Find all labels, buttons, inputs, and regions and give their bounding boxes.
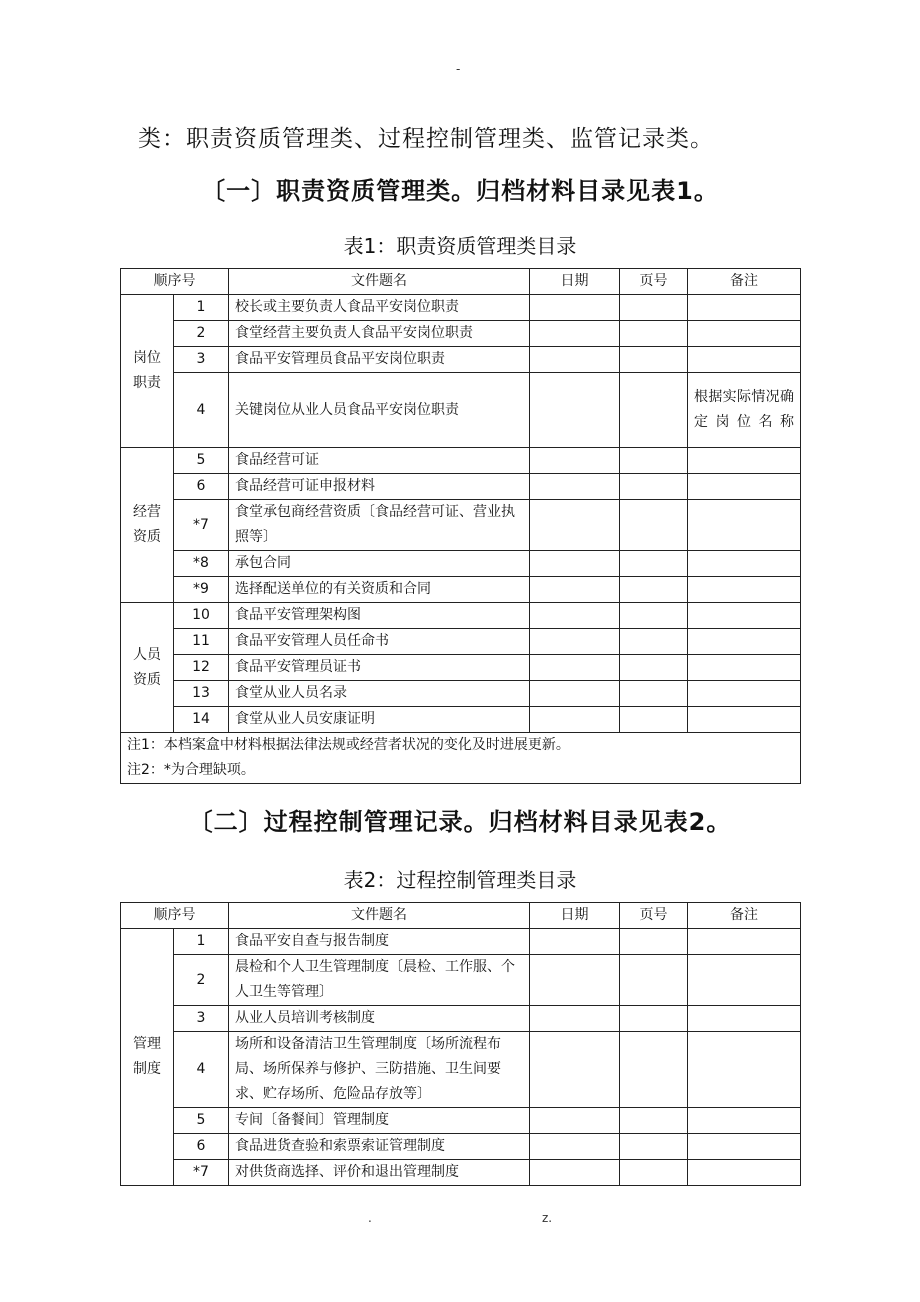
col-header-page: 页号: [620, 269, 688, 295]
seq-cell: *7: [174, 1160, 229, 1186]
remark-cell: [688, 955, 801, 1006]
table1-header-row: [121, 269, 801, 295]
date-cell: [530, 1134, 620, 1160]
page-cell: [620, 373, 688, 448]
page-cell: [620, 347, 688, 373]
seq-cell: 6: [174, 474, 229, 500]
table-row: [121, 1006, 801, 1032]
title-cell: 食堂经营主要负责人食品平安岗位职责: [229, 321, 530, 347]
seq-cell: 4: [174, 1032, 229, 1108]
seq-cell: *7: [174, 500, 229, 551]
col-header-seq: 顺序号: [121, 903, 229, 929]
page-cell: [620, 500, 688, 551]
remark-cell: [688, 1006, 801, 1032]
remark-cell: [688, 1108, 801, 1134]
col-header-title: 文件题名: [229, 269, 530, 295]
date-cell: [530, 655, 620, 681]
seq-cell: 11: [174, 629, 229, 655]
page-cell: [620, 1006, 688, 1032]
title-cell: 食堂承包商经营资质〔食品经营可证、营业执照等〕: [229, 500, 530, 551]
table-row: [121, 448, 801, 474]
title-cell: 从业人员培训考核制度: [229, 1006, 530, 1032]
date-cell: [530, 1108, 620, 1134]
page-cell: [620, 707, 688, 733]
page-cell: [620, 448, 688, 474]
seq-cell: *9: [174, 577, 229, 603]
page-cell: [620, 1108, 688, 1134]
page-cell: [620, 955, 688, 1006]
remark-cell: [688, 707, 801, 733]
remark-cell: [688, 681, 801, 707]
page-cell: [620, 655, 688, 681]
page-cell: [620, 1032, 688, 1108]
date-cell: [530, 347, 620, 373]
remark-cell: [688, 500, 801, 551]
table-row: [121, 1032, 801, 1108]
date-cell: [530, 955, 620, 1006]
date-cell: [530, 629, 620, 655]
col-header-title: 文件题名: [229, 903, 530, 929]
page-cell: [620, 321, 688, 347]
date-cell: [530, 321, 620, 347]
date-cell: [530, 1032, 620, 1108]
category-cell: 人员资质: [121, 603, 174, 733]
notes-cell: [121, 733, 801, 784]
remark-cell: [688, 603, 801, 629]
seq-cell: 13: [174, 681, 229, 707]
page-cell: [620, 603, 688, 629]
seq-cell: 1: [174, 295, 229, 321]
category-cell: 岗位职责: [121, 295, 174, 448]
remark-cell: [688, 551, 801, 577]
table-row: [121, 1134, 801, 1160]
table-row: [121, 1160, 801, 1186]
remark-cell: [688, 448, 801, 474]
date-cell: [530, 1006, 620, 1032]
page-cell: [620, 1134, 688, 1160]
title-cell: 食品平安自查与报告制度: [229, 929, 530, 955]
remark-cell: [688, 347, 801, 373]
footer-right-mark: z.: [542, 1211, 553, 1225]
title-cell: 食品经营可证: [229, 448, 530, 474]
table-row: [121, 955, 801, 1006]
table-row: [121, 929, 801, 955]
page-cell: [620, 474, 688, 500]
table-row: [121, 474, 801, 500]
seq-cell: 4: [174, 373, 229, 448]
table-row: [121, 347, 801, 373]
title-cell: 食堂从业人员安康证明: [229, 707, 530, 733]
remark-cell: 根据实际情况确定岗位名称: [688, 373, 801, 448]
remark-cell: [688, 577, 801, 603]
title-cell: 选择配送单位的有关资质和合同: [229, 577, 530, 603]
page-cell: [620, 681, 688, 707]
date-cell: [530, 448, 620, 474]
table-row: [121, 500, 801, 551]
category-cell: 管理制度: [121, 929, 174, 1186]
seq-cell: 1: [174, 929, 229, 955]
remark-cell: [688, 321, 801, 347]
title-cell: 场所和设备清洁卫生管理制度〔场所流程布局、场所保养与修护、三防措施、卫生间要求、贮存场所、危险品存放等〕: [229, 1032, 530, 1108]
remark-cell: [688, 655, 801, 681]
page-cell: [620, 295, 688, 321]
table-row: [121, 551, 801, 577]
remark-cell: [688, 474, 801, 500]
title-cell: 承包合同: [229, 551, 530, 577]
title-cell: 对供货商选择、评价和退出管理制度: [229, 1160, 530, 1186]
table-row: [121, 707, 801, 733]
date-cell: [530, 603, 620, 629]
date-cell: [530, 929, 620, 955]
title-cell: 食品经营可证申报材料: [229, 474, 530, 500]
col-header-page: 页号: [620, 903, 688, 929]
note-1: 注1：本档案盒中材料根据法律法规或经营者状况的变化及时进展更新。: [127, 737, 570, 753]
page-cell: [620, 577, 688, 603]
title-cell: 食品平安管理架构图: [229, 603, 530, 629]
page-cell: [620, 551, 688, 577]
table1-caption: 表1：职责资质管理类目录: [343, 234, 577, 258]
seq-cell: 6: [174, 1134, 229, 1160]
date-cell: [530, 577, 620, 603]
table2-header-row: [121, 903, 801, 929]
section2-heading: 〔二〕过程控制管理记录。归档材料目录见表2。: [188, 808, 732, 836]
title-cell: 食品平安管理员食品平安岗位职责: [229, 347, 530, 373]
title-cell: 晨检和个人卫生管理制度〔晨检、工作服、个人卫生等管理〕: [229, 955, 530, 1006]
col-header-date: 日期: [530, 269, 620, 295]
table-row: [121, 321, 801, 347]
col-header-seq: 顺序号: [121, 269, 229, 295]
note-2: 注2：*为合理缺项。: [127, 762, 255, 778]
date-cell: [530, 707, 620, 733]
title-cell: 校长或主要负责人食品平安岗位职责: [229, 295, 530, 321]
remark-cell: [688, 929, 801, 955]
seq-cell: 3: [174, 1006, 229, 1032]
seq-cell: 5: [174, 1108, 229, 1134]
title-cell: 关键岗位从业人员食品平安岗位职责: [229, 373, 530, 448]
date-cell: [530, 295, 620, 321]
seq-cell: 14: [174, 707, 229, 733]
table-row: [121, 295, 801, 321]
table-row: [121, 655, 801, 681]
date-cell: [530, 474, 620, 500]
title-cell: 食堂从业人员名录: [229, 681, 530, 707]
title-cell: 食品进货查验和索票索证管理制度: [229, 1134, 530, 1160]
title-cell: 食品平安管理人员任命书: [229, 629, 530, 655]
date-cell: [530, 551, 620, 577]
seq-cell: 2: [174, 321, 229, 347]
date-cell: [530, 681, 620, 707]
remark-cell: [688, 295, 801, 321]
section1-heading: 〔一〕职责资质管理类。归档材料目录见表1。: [201, 177, 719, 205]
page-cell: [620, 1160, 688, 1186]
seq-cell: 5: [174, 448, 229, 474]
seq-cell: 12: [174, 655, 229, 681]
remark-cell: [688, 1134, 801, 1160]
header-mark: -: [456, 62, 461, 76]
col-header-date: 日期: [530, 903, 620, 929]
category-cell: 经营资质: [121, 448, 174, 603]
seq-cell: 10: [174, 603, 229, 629]
page-cell: [620, 929, 688, 955]
table1: [120, 268, 801, 784]
date-cell: [530, 1160, 620, 1186]
table-row: [121, 603, 801, 629]
date-cell: [530, 373, 620, 448]
title-cell: 专间〔备餐间〕管理制度: [229, 1108, 530, 1134]
col-header-remark: 备注: [688, 269, 801, 295]
table2: [120, 902, 801, 1186]
remark-cell: [688, 1032, 801, 1108]
notes-row: [121, 733, 801, 784]
seq-cell: *8: [174, 551, 229, 577]
col-header-remark: 备注: [688, 903, 801, 929]
date-cell: [530, 500, 620, 551]
intro-text: 类：职责资质管理类、过程控制管理类、监管记录类。: [138, 126, 714, 152]
page-cell: [620, 629, 688, 655]
footer-left-mark: .: [368, 1211, 372, 1225]
table-row: [121, 681, 801, 707]
remark-cell: [688, 1160, 801, 1186]
table2-caption: 表2：过程控制管理类目录: [343, 868, 577, 892]
table-row: [121, 577, 801, 603]
remark-cell: [688, 629, 801, 655]
table-row: [121, 1108, 801, 1134]
seq-cell: 2: [174, 955, 229, 1006]
table-row: [121, 373, 801, 448]
title-cell: 食品平安管理员证书: [229, 655, 530, 681]
seq-cell: 3: [174, 347, 229, 373]
table-row: [121, 629, 801, 655]
